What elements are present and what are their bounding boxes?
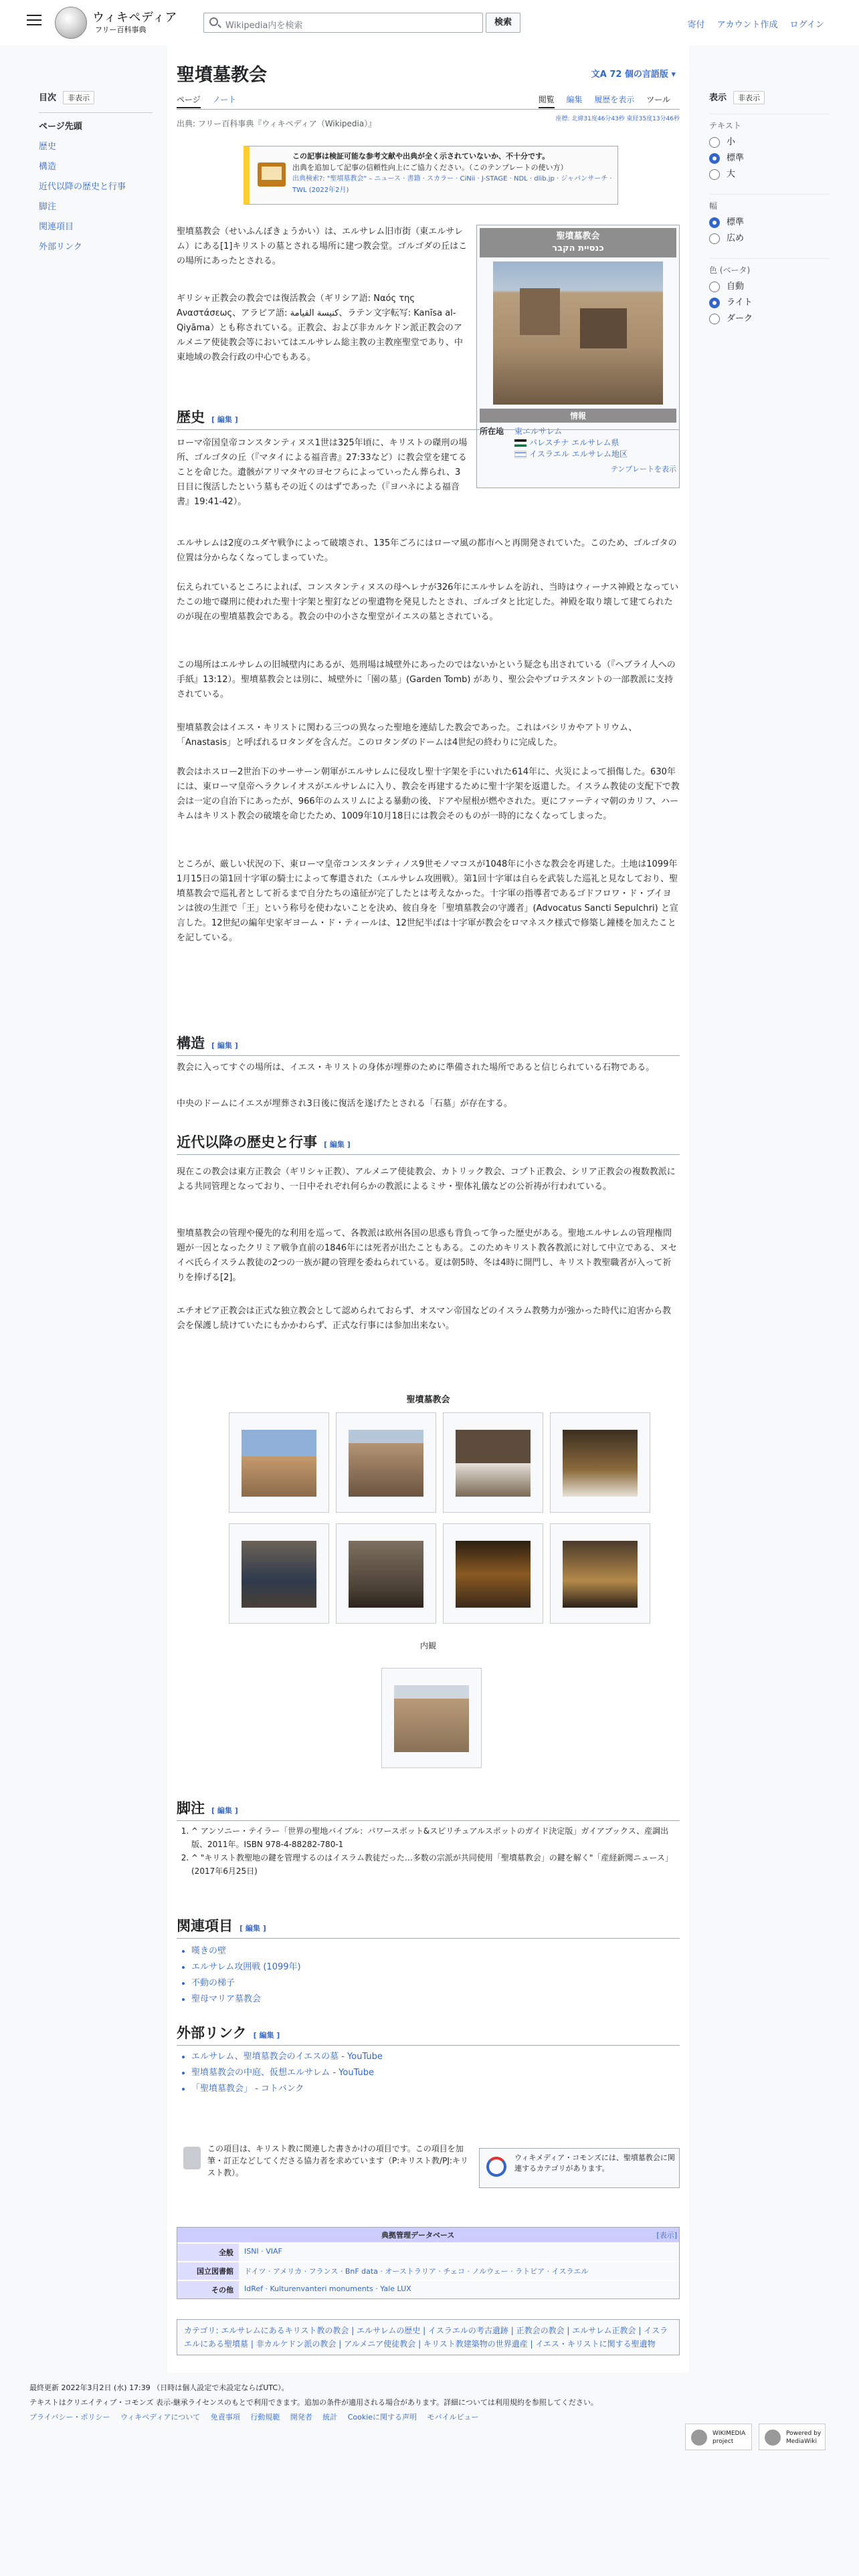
login-link[interactable]: ログイン xyxy=(789,20,824,30)
infobox-title: 聖墳墓教会 כנסיית הקבר xyxy=(480,228,676,257)
lead-paragraph-2: ギリシャ正教会の教会では復活教会（ギリシア語: Ναός της Αναστάσεως、アラビア語: كنيسة القيامة、ラテン文字転写: Kanīsa al-Qiyāma）とも称されている。正教会、および非カルケドン派正教会のアルメニア使徒教会等においてはエルサレム総主教の主教座聖堂であり、中東地域の教会行政の中心でもある。 xyxy=(177,294,463,362)
authority-row: 国立図書館 ドイツ · アメリカ · フランス · BnF data · オーストラリア · チェコ · ノルウェー · ラトビア · イスラエル xyxy=(177,2261,679,2280)
modern-paragraph: 現在この教会は東方正教会（ギリシャ正教）、アルメニア使徒教会、カトリック教会、コプト正教会、シリア正教会の複数教派による共同管理となっており、一日中それぞれ何らかの教派によるミサ・聖体礼儀などの公祈祷が行われている。 xyxy=(177,1167,676,1192)
edit-link[interactable]: [ 編集 ] xyxy=(253,2031,280,2040)
references-list xyxy=(177,1824,680,1878)
footer-link[interactable]: 開発者 xyxy=(290,2413,312,2422)
gallery-image[interactable] xyxy=(229,1412,329,1513)
section-modern-heading: 近代以降の歴史と行事 [ 編集 ] xyxy=(177,1132,680,1155)
authority-control xyxy=(177,2227,680,2299)
reference-item: 2. ^ "キリスト教聖地の鍵を管理するのはイスラム教徒だった…多数の宗派が共同使用「聖墳墓教会」の鍵を解く"「産経新聞ニュース」(2017年6月25日) xyxy=(191,1851,680,1878)
notice-title: この記事は検証可能な参考文献や出典が全く示されていないか、不十分です。 xyxy=(292,152,550,160)
main-menu-icon[interactable] xyxy=(27,15,41,27)
location-palestine[interactable]: パレスチナ エルサレム県 xyxy=(529,438,619,447)
search-placeholder: Wikipedia内を検索 xyxy=(225,21,303,31)
wikimedia-logo-icon xyxy=(691,2430,707,2446)
external-link[interactable]: • エルサレム、聖墳墓教会のイエスの墓 - YouTube xyxy=(191,2049,383,2065)
mediawiki-badge[interactable]: Powered by MediaWiki xyxy=(759,2424,826,2450)
footer-link[interactable]: 免責事項 xyxy=(210,2413,240,2422)
search-button[interactable]: 検索 xyxy=(486,13,520,33)
infobox-location-row xyxy=(480,425,676,459)
create-account-link[interactable]: アカウント作成 xyxy=(717,20,778,30)
location-east-jerusalem[interactable]: 東エルサレム xyxy=(514,427,563,436)
search-input[interactable] xyxy=(203,13,483,33)
footer-links xyxy=(29,2410,830,2425)
tab-talk[interactable]: ノート xyxy=(212,95,237,104)
palestine-flag-icon xyxy=(514,439,527,447)
church-photo[interactable] xyxy=(493,261,663,405)
site-header xyxy=(0,0,859,45)
toc-item-links[interactable]: 外部リンク xyxy=(39,242,82,252)
infobox-info-header: 情報 xyxy=(480,409,676,423)
license-text: テキストはクリエイティブ・コモンズ 表示-継承ライセンスのもとで利用できます。追加の条件が適用される場合があります。詳細については利用規約を参照してください。 xyxy=(29,2398,598,2407)
mediawiki-logo-icon xyxy=(765,2430,781,2446)
stub-icon xyxy=(183,2147,201,2169)
search-icon xyxy=(209,17,218,26)
section-links-heading: 外部リンク [ 編集 ] xyxy=(177,2022,680,2046)
gallery-image[interactable] xyxy=(443,1523,543,1624)
history-paragraph: ローマ帝国皇帝コンスタンティヌス1世は325年頃に、キリストの磔刑の場所、ゴルゴタの丘（『マタイによる福音書』27:33など）に教会堂を建てることを命じた。遺骸がアリマタヤのヨセフらによっていったん葬られ、3日目に復活したという墓もその近くのはずであった（『ヨハネによる福音書』19:41-42）。 xyxy=(177,438,468,507)
article-content xyxy=(167,45,689,2373)
infobox xyxy=(476,225,680,488)
footer-link[interactable]: 統計 xyxy=(322,2413,338,2422)
related-item[interactable]: • 聖母マリア墓教会 xyxy=(191,1992,301,2008)
gallery-image[interactable] xyxy=(550,1523,650,1624)
tab-history[interactable]: 履歴を表示 xyxy=(594,95,635,104)
text-size-large-radio[interactable]: 大 xyxy=(709,169,830,185)
stub-notice: この項目は、キリスト教に関連した書きかけの項目です。この項目を加筆・訂正などしてくださる協力者を求めています（P:キリスト教/PJ:キリスト教）。 xyxy=(177,2143,471,2179)
gallery-title: 聖墳墓教会 xyxy=(406,1395,450,1405)
history-paragraph: ところが、厳しい状況の下、東ローマ皇帝コンスタンティノス9世モノマコスが1048年に小さな教会を再建した。土地は1099年1月15日の第1回十字軍の騎士によって奪還された（エルサレム攻囲戦）。第1回十字軍は自らを武装した巡礼と見なしており、聖墳墓教会で巡礼者として祈るまで自分たちの遠征が完了したとは考えなかった。十字軍の指導者であるゴドフロワ・ド・ブイヨンは彼の生涯で「王」という称号を使わないことを決め、彼自身を「聖墳墓教会の守護者」(Advocatus Sancti Sepulchri) と宣言した。12世紀の編年史家ギヨーム・ド・ティールは、12世紀半ばは十字軍が教会をロマネスク様式で修築し鐘楼を加えたことを記している。 xyxy=(177,859,678,943)
tab-edit[interactable]: 編集 xyxy=(566,95,583,104)
modern-paragraph: エチオピア正教会は正式な独立教会として認められておらず、オスマン帝国などのイスラム教勢力が強かった時代に迫害から教会を保護し続けていたにもかかわらず、正式な行事には参加出来ない。 xyxy=(177,1306,672,1331)
edit-link[interactable]: [ 編集 ] xyxy=(211,415,238,424)
footer-link[interactable]: プライバシー・ポリシー xyxy=(29,2413,110,2422)
appearance-panel xyxy=(709,90,830,329)
toc-item-history[interactable]: 歴史 xyxy=(39,142,57,152)
gallery-image[interactable] xyxy=(336,1523,436,1624)
external-link[interactable]: • 「聖墳墓教会」 - コトバンク xyxy=(191,2081,383,2097)
wordmark[interactable]: ウィキペディア xyxy=(92,11,177,25)
section-structure-heading: 構造 [ 編集 ] xyxy=(177,1033,680,1056)
text-size-standard-radio[interactable]: 標準 xyxy=(709,152,830,169)
history-paragraph: エルサレムは2度のユダヤ戦争によって破壊され、135年ごろにはローマ風の都市へと再開発されていた。このため、ゴルゴタの位置は分からなくなってしまっていた。 xyxy=(177,538,677,563)
source-line: 出典: フリー百科事典『ウィキペディア（Wikipedia）』 xyxy=(177,119,377,128)
structure-paragraph: 教会に入ってすぐの場所は、イエス・キリストの身体が埋葬のために準備された場所であると信じられている石物である。 xyxy=(177,1063,655,1073)
location-israel[interactable]: イスラエル エルサレム地区 xyxy=(529,449,628,459)
footer-link[interactable]: 行動規範 xyxy=(250,2413,280,2422)
text-size-small-radio[interactable]: 小 xyxy=(709,136,830,152)
related-list xyxy=(177,1943,301,2008)
related-item[interactable]: • 嘆きの壁 xyxy=(191,1943,301,1959)
notice-search-links[interactable]: 出典検索?: "聖墳墓教会" – ニュース · 書籍 · スカラー · CiNii · J-STAGE · NDL · dlib.jp · ジャパンサーチ · TWL (2022年2月) xyxy=(292,175,612,194)
israel-flag-icon xyxy=(514,451,527,458)
toc-item-notes[interactable]: 脚注 xyxy=(39,202,57,212)
reference-item: 1. ^ アンソニー・テイラー「世界の聖地バイブル：パワースポット&スピリチュアルスポットのガイド決定版」ガイアブックス、産調出版、2011年。ISBN 978-4-88282-780-1 xyxy=(191,1824,680,1851)
book-icon xyxy=(258,163,286,187)
authority-title: 典拠管理データベース [表示] xyxy=(177,2228,679,2242)
appearance-heading: 表示 非表示 xyxy=(709,90,830,104)
maintenance-notice xyxy=(244,146,618,205)
authority-row: その他 IdRef · Kulturenvanteri monuments · Yale LUX xyxy=(177,2280,679,2298)
last-edited: 最終更新 2022年3月2日 (水) 17:39 （日時は個人設定で未設定ならばUTC）。 xyxy=(29,2383,289,2392)
page-tabs xyxy=(177,94,680,110)
authority-row: 全般 ISNI · VIAF xyxy=(177,2242,679,2261)
color-auto-radio[interactable]: 自動 xyxy=(709,281,830,297)
lead-paragraph-1: 聖墳墓教会（せいふんぼきょうかい）は、エルサレム旧市街（東エルサレム）にある[1]キリストの墓とされる場所に建つ教会堂。ゴルゴダの丘はこの場所にあったとされる。 xyxy=(177,227,468,266)
toc-hide-button[interactable]: 非表示 xyxy=(63,91,94,104)
external-links-list xyxy=(177,2049,383,2097)
tab-tools[interactable]: ツール xyxy=(646,95,670,104)
wikimedia-badge[interactable]: WIKIMEDIA project xyxy=(685,2424,752,2450)
gallery-image[interactable] xyxy=(336,1412,436,1513)
donate-link[interactable]: 寄付 xyxy=(687,20,705,30)
page-title: 聖墳墓教会 xyxy=(177,65,267,86)
gallery-caption: 内観 xyxy=(419,1641,436,1650)
tab-read[interactable]: 閲覧 xyxy=(539,95,555,108)
gallery-image[interactable] xyxy=(550,1412,650,1513)
width-label: 幅 xyxy=(709,194,830,211)
commons-logo-icon xyxy=(486,2157,506,2177)
table-of-contents xyxy=(39,90,153,261)
history-paragraph: 教会はホスロー2世治下のサーサーン朝軍がエルサレムに侵攻し聖十字架を手にいれた614年に、火災によって損傷した。630年には、東ローマ皇帝ヘラクレイオスがエルサレムに入り、教会を再建するために聖十字架を返還した。イスラム教徒の支配下で教会は一定の自治下にあったが、966年のムスリムによる暴動の後、ドアや屋根が燃やされた。更にファーティマ朝のカリフ、ハーキムはキリスト教会の破壊を命じたため、1009年10月18日には教会そのものが一時的になくなってしまった。 xyxy=(177,767,680,821)
history-paragraph: 伝えられているところによれば、コンスタンティヌスの母ヘレナが326年にエルサレムを訪れ、当時はウィーナス神殿となっていたこの地で磔刑に使われた聖十字架と聖釘などの聖遺物を発見したとされ、ゴルゴタと比定した。神殿を取り壊して建てられたのが現在の聖墳墓教会である。教会の中の小さな聖堂がイエスの墓とされている。 xyxy=(177,582,679,622)
tagline: フリー百科事典 xyxy=(95,25,147,34)
gallery-image[interactable] xyxy=(381,1668,482,1768)
edit-link[interactable]: [ 編集 ] xyxy=(211,1806,238,1815)
color-label: 色 (ベータ) xyxy=(709,258,830,276)
width-standard-radio[interactable]: 標準 xyxy=(709,217,830,233)
color-light-radio[interactable]: ライト xyxy=(709,297,830,313)
divider xyxy=(39,112,153,113)
history-paragraph: 聖墳墓教会はイエス・キリストに関わる三つの異なった聖地を連結した教会であった。これはバシリカやアトリウム、「Anastasis」と呼ばれるロタンダを含んだ。このロタンダのドームは4世紀の終わりに完成した。 xyxy=(177,723,638,748)
category-links[interactable]: カテゴリ: エルサレムにあるキリスト教の教会 | エルサレムの歴史 | イスラエルの考古遺跡 | 正教会の教会 | エルサレム正教会 | イスラエルにある聖墳墓 | 非カルケドン派の教会 | アルメニア使徒教会 | キリスト教建築物の世界遺産 | イエス・キリストに関する聖遺物 xyxy=(177,2319,680,2355)
structure-paragraph: 中央のドームにイエスが埋葬され3日後に復活を遂げたとされる「石墓」が存在する。 xyxy=(177,1099,512,1109)
text-size-label: テキスト xyxy=(709,114,830,131)
history-paragraph: この場所はエルサレムの旧城壁内にあるが、処刑場は城壁外にあったのではないかという疑念も出されている（『ヘブライ人への手紙』13:12）。聖墳墓教会とは別に、城壁外に「園の墓」(Garden Tomb) があり、聖公会やプロテスタントの一部教派に支持されている。 xyxy=(177,660,676,700)
appearance-hide-button[interactable]: 非表示 xyxy=(733,91,765,104)
gallery-image[interactable] xyxy=(443,1412,543,1513)
related-item[interactable]: • エルサレム攻囲戦 (1099年) xyxy=(191,1959,301,1975)
edit-link[interactable]: [ 編集 ] xyxy=(324,1140,351,1149)
template-link[interactable]: テンプレートを表示 xyxy=(610,465,676,473)
width-wide-radio[interactable]: 広め xyxy=(709,233,830,249)
toc-item-structure[interactable]: 構造 xyxy=(39,162,57,172)
footer-link[interactable]: モバイルビュー xyxy=(427,2413,479,2422)
footer-link[interactable]: Cookieに関する声明 xyxy=(347,2413,417,2422)
edit-link[interactable]: [ 編集 ] xyxy=(240,1924,266,1933)
wikipedia-logo-icon[interactable] xyxy=(55,7,87,39)
related-item[interactable]: • 不動の梯子 xyxy=(191,1975,301,1992)
section-notes-heading: 脚注 [ 編集 ] xyxy=(177,1798,680,1821)
section-related-heading: 関連項目 [ 編集 ] xyxy=(177,1915,680,1939)
edit-link[interactable]: [ 編集 ] xyxy=(211,1041,238,1050)
tab-page[interactable]: ページ xyxy=(177,95,201,108)
toc-heading: 目次 非表示 xyxy=(39,90,153,104)
toc-item-top[interactable]: ページ先頭 xyxy=(39,122,82,132)
user-links xyxy=(678,17,824,30)
authority-toggle[interactable]: [表示] xyxy=(656,2231,677,2240)
commons-box: ウィキメディア・コモンズには、聖墳墓教会に関連するカテゴリがあります。 xyxy=(479,2148,680,2188)
footer xyxy=(29,2381,830,2445)
footer-link[interactable]: ウィキペディアについて xyxy=(120,2413,201,2422)
toc-item-modern[interactable]: 近代以降の歴史と行事 xyxy=(39,182,126,192)
external-link[interactable]: • 聖墳墓教会の中庭、仮想エルサレム - YouTube xyxy=(191,2065,383,2081)
location-key: 所在地 xyxy=(480,427,504,436)
section-history-heading: 歴史 [ 編集 ] xyxy=(177,407,680,430)
modern-paragraph: 聖墳墓教会の管理や優先的な利用を巡って、各教派は欧州各国の思惑も背負って争った歴史がある。聖地エルサレムの管理権問題が一因となったクリミア戦争直前の1846年には死者が出たこともある。このためキリスト教各教派に対して中立である、ヌセイベ氏らイスラム教徒の2つの一族が鍵の管理を委ねられている。夏は朝5時、冬は4時に開門し、キリスト教聖職者が入って祈りを捧げる[2]。 xyxy=(177,1228,677,1283)
gallery-image[interactable] xyxy=(229,1523,329,1624)
language-button[interactable]: 文A 72 個の言語版 ▾ xyxy=(591,70,676,80)
color-dark-radio[interactable]: ダーク xyxy=(709,313,830,329)
notice-text: 出典を追加して記事の信頼性向上にご協力ください。（このテンプレートの使い方） xyxy=(292,163,568,172)
toc-item-related[interactable]: 関連項目 xyxy=(39,222,74,232)
coordinates-link[interactable]: 座標: 北緯31度46分43秒 東経35度13分46秒 xyxy=(555,116,680,122)
